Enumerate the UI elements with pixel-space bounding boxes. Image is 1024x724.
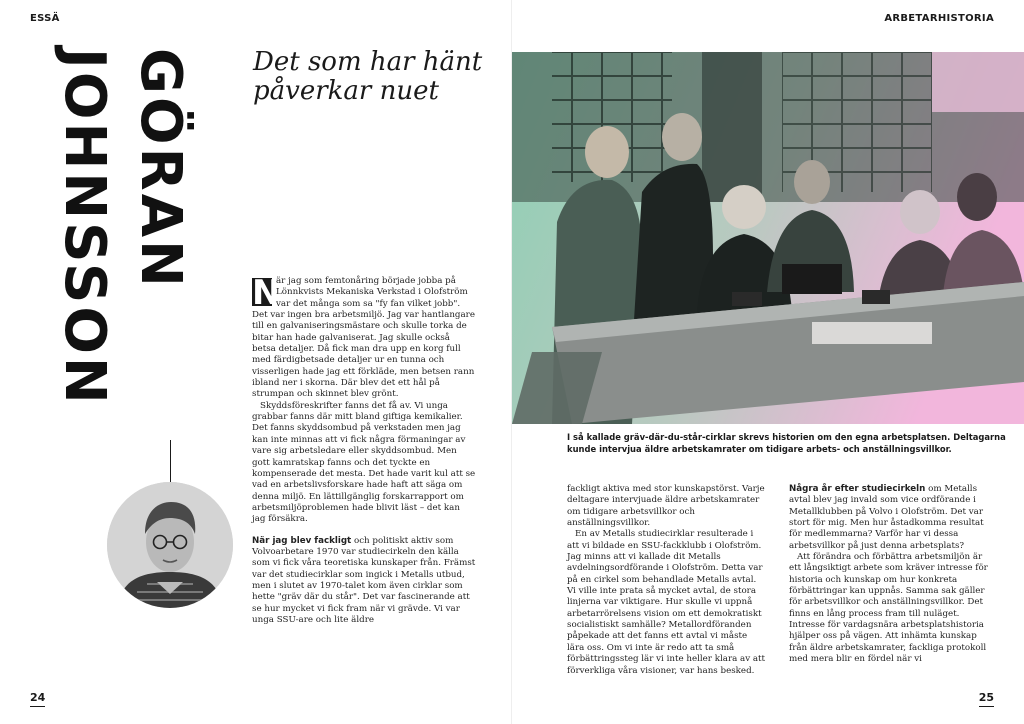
historic-photo [512,52,1024,424]
body-column-3 [789,484,991,666]
paragraph: är jag som femtonåring började jobba på Lönnkvists Mekaniska Verkstad i Olofström var det många som sa "fy fan vilket jobb". Det var ingen bra arbetsmiljö. Jag var hantlangare till en galvaniseringsmästare och skulle torka de bitar han hade galvaniserat. Jag skulle också betsa detaljer. Då fick man dra upp en korg full med färdigbetsade detaljer ur en tunna och visserligen hade jag ett förkläde, men betsen rann ibland ner i skorna. Där blev det ett hål på strumpan och skinnet blev grönt. [252,276,475,400]
paragraph: Att förändra och förbättra arbetsmiljön är ett långsiktigt arbete som kräver intresse för historia och kunskap om hur konkreta förbättringar kan uppnås. Samma sak gäller för arbetsvillkor och anställningsvillkor. Det finns en lång process fram till nuläget. Intresse för vardagsnära arbetsplatshistoria hjälper oss på vägen. Att inhämta kunskap från äldre arbetskamrater, fackliga protokoll med mera blir en fördel när vi [789,552,988,665]
paragraph-lead-in: Några år efter studiecirkeln [789,484,926,494]
photo-illustration [512,52,1024,424]
page-number-left [30,691,45,707]
photo-caption: I så kallade gräv-där-du-står-cirklar skrevs historien om den egna arbetsplatsen. Deltagarna kunde intervjua äldre arbetskamrater om tidigare arbets- och anställningsvillkor. [567,432,1006,454]
author-first-name: GÖRAN [128,48,193,290]
paragraph-text: och politiskt aktiv som Volvoarbetare 1970 var studiecirkeln den källa som vi fick våra teoretiska kunskaper från. Främst var det studiecirklar som ingick i Metalls utbud, men i slutet av 1970-talet kom även cirklar som hette "gräv där du står". Det var fascinerande att se hur mycket vi fick fram när vi grävde. Vi var unga SSU-are och lite äldre [252,535,476,625]
paragraph: fackligt aktiva med stor kunskapstörst. Varje deltagare intervjuade äldre arbetskamrater om tidigare arbetsvillkor och anställningsvillkor. [567,484,765,529]
author-last-name: JOHNSSON [52,48,117,407]
portrait-illustration [107,482,233,608]
page-number-text: 25 [978,691,994,704]
paragraph-lead-in: När jag blev fackligt [252,535,352,546]
paragraph: Skyddsföreskrifter fanns det få av. Vi unga grabbar fanns där mitt bland giftiga kemikalier. Det fanns skyddsombud på verkstaden men jag kan inte minnas att vi fick några förmaningar av vare sig arbetsledare eller skyddsombud. Men gott kamratskap fanns och det tyckte en kompenserade det mesta. Det hade varit kul att se vad en arbetslivsforskare hade haft att säga om denna miljö. En lättillgänglig forskarrapport om arbetsmiljöproblemen hade blivit läst – det kan jag försäkra. [252,400,476,525]
paragraph-text: om Metalls avtal blev jag invald som vice ordförande i Metallklubben på Volvo i Olofström. Det var stort för mig. Men hur åstadkomma resultat för medlemmarna? Varför har vi dessa arbetsvillkor på just denna arbetsplats? [789,484,984,551]
page-number-rule [30,706,45,707]
drop-cap: N [252,273,281,313]
page-number-rule [979,706,994,707]
body-column-1 [252,273,476,626]
page-number-text: 24 [30,691,46,704]
section-label: ARBETARHISTORIA [884,13,994,24]
page-number-right [979,691,994,707]
section-label: ESSÄ [30,13,60,24]
article-title: Det som har hänt påverkar nuet [253,47,483,106]
body-column-2 [567,484,767,677]
author-portrait [107,482,233,608]
paragraph: En av Metalls studiecirklar resulterade i att vi bildade en SSU-fackklubb i Olofström. Jag minns att vi kallade dit Metalls avdelningsordförande i Olofström. Detta var på en cirkel som behandlade Metalls avtal. Vi ville inte prata så mycket avtal, de stora linjerna var viktigare. Hur skulle vi uppnå arbetarrörelsens vision om ett demokratiskt socialistiskt samhälle? Metallordföranden påpekade att det fanns ett avtal vi måste lära oss. Om vi inte är redo att ta små förbättringssteg lär vi inte heller klara av att förverkliga våra visioner, var hans besked. [567,529,766,676]
author-name [30,48,220,448]
paragraph [252,536,476,627]
paragraph [789,484,991,552]
